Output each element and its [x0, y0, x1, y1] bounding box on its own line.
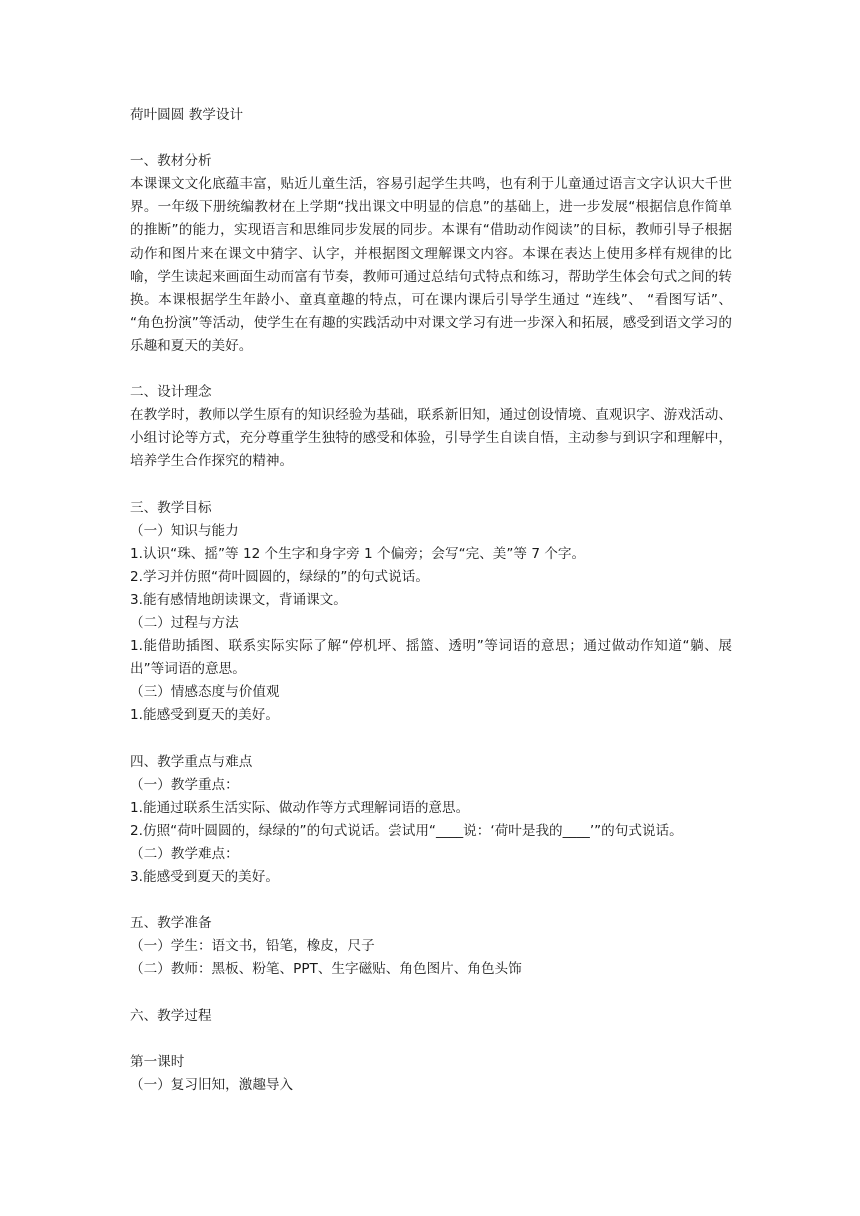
goal-item: 1.认识“珠、摇”等 12 个生字和身字旁 1 个偏旁；会写“完、美”等 7 个字。 — [130, 545, 586, 562]
lesson-period-label: 第一课时 — [130, 1053, 185, 1070]
spacer — [130, 728, 732, 751]
difficulty-item: 3.能感受到夏天的美好。 — [130, 869, 279, 886]
key-point-item: 1.能通过联系生活实际、做动作等方式理解词语的意思。 — [130, 799, 470, 816]
textbook-analysis-paragraph: 本课课文文化底蕴丰富，贴近儿童生活，容易引起学生共鸣，也有利于儿童通过语言文字认识大千世界。一年级下册统编教材在上学期“找出课文中明显的信息”的基础上，进一步发展“根据信息作简单的推断”的能力，实现语言和思维同步发展的同步。本课有“借助动作阅读”的目标，教师引导子根据动作和图片来在课文中猜字、认字，并根据图文理解课文内容。本课在表达上使用多样有规律的比喻，学生读起来画面生动而富有节奏，教师可通过总结句式特点和练习，帮助学生体会句式之间的转换。本课根据学生年龄小、童真童趣的特点，可在课内课后引导学生通过 “连线”、 “看图写话”、 “角色扮演”等活动，使学生在有趣的实践活动中对课文学习有进一步深入和拓展，感受到语文学习的乐趣和夏天的美好。 — [130, 176, 732, 354]
spacer — [130, 1028, 732, 1051]
section-heading-preparation: 五、教学准备 — [130, 915, 212, 932]
goal-item: 1.能感受到夏天的美好。 — [130, 707, 279, 724]
subheading-difficulties: （二）教学难点： — [130, 846, 239, 862]
goal-item: 1.能借助插图、联系实际实际了解“停机坪、摇篮、透明”等词语的意思；通过做动作知道“躺、展出”等词语的意思。 — [130, 638, 732, 678]
section-heading-teaching-process: 六、教学过程 — [130, 1007, 212, 1024]
goal-item: 3.能有感情地朗读课文，背诵课文。 — [130, 591, 347, 608]
section-heading-textbook-analysis: 一、教材分析 — [130, 153, 212, 170]
subheading-process-method: （二）过程与方法 — [130, 615, 239, 632]
preparation-item-students: （一）学生：语文书，铅笔，橡皮，尺子 — [130, 938, 375, 955]
document-page — [130, 104, 732, 1097]
subheading-key-points: （一）教学重点： — [130, 776, 239, 793]
section-heading-teaching-goals: 三、教学目标 — [130, 499, 212, 516]
goal-item: 2.学习并仿照“荷叶圆圆的，绿绿的”的句式说话。 — [130, 568, 429, 585]
spacer — [130, 127, 732, 150]
section-heading-design-concept: 二、设计理念 — [130, 384, 212, 401]
spacer — [130, 474, 732, 497]
design-concept-paragraph: 在教学时，教师以学生原有的知识经验为基础，联系新旧知，通过创设情境、直观识字、游戏活动、小组讨论等方式，充分尊重学生独特的感受和体验，引导学生自读自悟，主动参与到识字和理解中，培养学生合作探究的精神。 — [130, 407, 732, 470]
spacer — [130, 889, 732, 912]
spacer — [130, 982, 732, 1005]
subheading-knowledge-ability: （一）知识与能力 — [130, 522, 239, 539]
preparation-item-teacher: （二）教师：黑板、粉笔、PPT、生字磁贴、角色图片、角色头饰 — [130, 961, 522, 978]
subheading-review-intro: （一）复习旧知，激趣导入 — [130, 1076, 294, 1093]
section-heading-key-points: 四、教学重点与难点 — [130, 753, 253, 770]
key-point-item: 2.仿照“荷叶圆圆的，绿绿的”的句式说话。尝试用“____说：‘荷叶是我的____’”的句式说话。 — [130, 822, 683, 839]
spacer — [130, 358, 732, 381]
document-title: 荷叶圆圆 教学设计 — [130, 107, 244, 123]
subheading-emotion-values: （三）情感态度与价值观 — [130, 684, 280, 701]
